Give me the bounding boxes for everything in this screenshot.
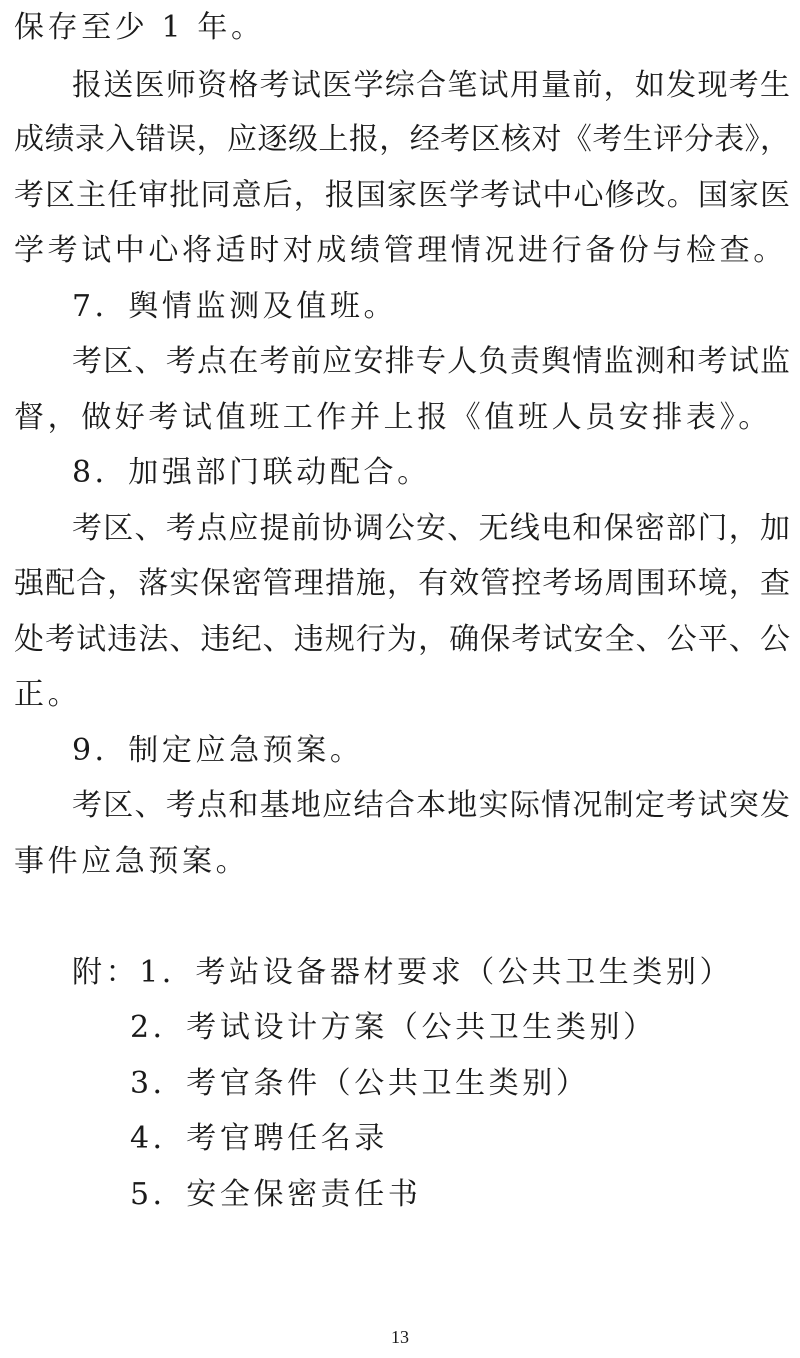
attachments-heading	[72, 953, 734, 993]
attachment-item: 4．考官聘任名录	[130, 1121, 388, 1156]
page-number: 13	[391, 1327, 409, 1347]
attachments-label: 附：	[72, 955, 140, 990]
section-heading: 9．制定应急预案。	[72, 733, 364, 768]
section-heading: 7．舆情监测及值班。	[72, 289, 398, 324]
paragraph-line: 事件应急预案。	[14, 844, 250, 879]
paragraph-line: 成绩录入错误，应逐级上报，经考区核对《考生评分表》，	[14, 122, 790, 157]
section-heading: 8．加强部门联动配合。	[72, 455, 431, 490]
paragraph-line: 督，做好考试值班工作并上报《值班人员安排表》。	[14, 400, 772, 435]
paragraph-line: 考区、考点和基地应结合本地实际情况制定考试突发	[72, 788, 790, 823]
text-line: 保存至少 1 年。	[14, 10, 265, 45]
paragraph-line: 考区、考点应提前协调公安、无线电和保密部门，加	[72, 511, 790, 546]
paragraph-line: 考区主任审批同意后，报国家医学考试中心修改。国家医	[14, 178, 790, 213]
attachment-item: 5．安全保密责任书	[130, 1177, 422, 1212]
paragraph-line: 学考试中心将适时对成绩管理情况进行备份与检查。	[14, 233, 787, 268]
paragraph-line: 报送医师资格考试医学综合笔试用量前，如发现考生	[72, 68, 790, 103]
paragraph-line: 处考试违法、违纪、违规行为，确保考试安全、公平、公	[14, 622, 790, 657]
paragraph-line: 强配合，落实保密管理措施，有效管控考场周围环境，查	[14, 566, 790, 601]
attachment-item: 2．考试设计方案（公共卫生类别）	[130, 1010, 657, 1045]
paragraph-line: 考区、考点在考前应安排专人负责舆情监测和考试监	[72, 344, 790, 379]
attachment-item: 1．考站设备器材要求（公共卫生类别）	[139, 955, 734, 990]
attachment-item: 3．考官条件（公共卫生类别）	[130, 1066, 590, 1101]
paragraph-line: 正。	[14, 677, 82, 712]
